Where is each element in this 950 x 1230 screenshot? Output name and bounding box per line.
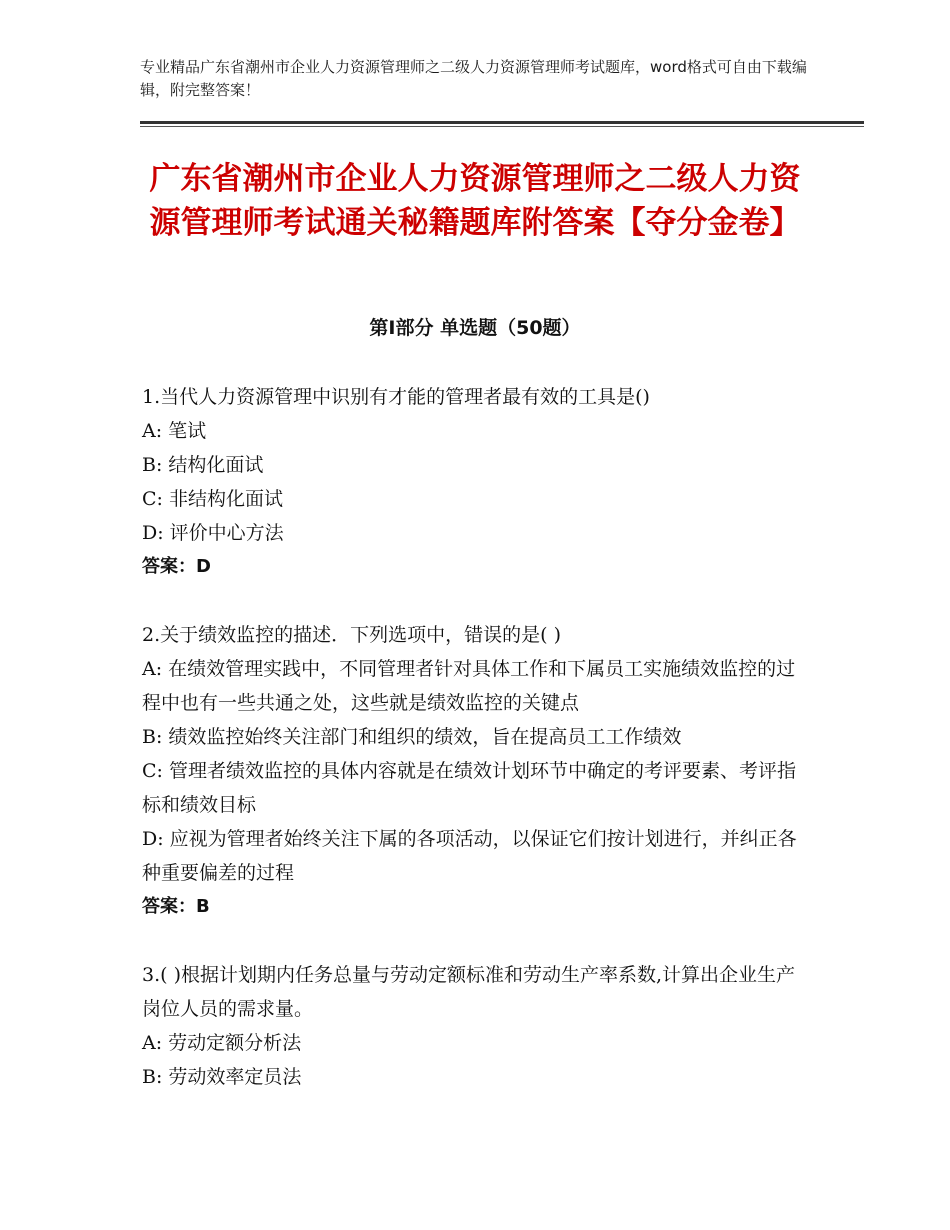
header-note: 专业精品广东省潮州市企业人力资源管理师之二级人力资源管理师考试题库，word格式可自由下载编辑，附完整答案！	[140, 58, 807, 99]
option-a: A: 劳动定额分析法	[142, 1032, 302, 1054]
header-divider-thick	[140, 121, 864, 124]
question-stem: 3.( )根据计划期内任务总量与劳动定额标准和劳动生产率系数,计算出企业生产岗位人员的需求量。	[142, 964, 796, 1020]
question-stem: 2.关于绩效监控的描述．下列选项中，错误的是( )	[142, 624, 561, 646]
question-3	[142, 958, 812, 1094]
option-b: B: 劳动效率定员法	[142, 1066, 302, 1088]
option-c: C: 非结构化面试	[142, 488, 283, 510]
option-c: C: 管理者绩效监控的具体内容就是在绩效计划环节中确定的考评要素、考评指标和绩效目标	[142, 760, 796, 816]
option-a: A: 笔试	[142, 420, 207, 442]
option-d: D: 应视为管理者始终关注下属的各项活动，以保证它们按计划进行，并纠正各种重要偏差的过程	[142, 828, 797, 884]
option-d: D: 评价中心方法	[142, 522, 284, 544]
option-a: A: 在绩效管理实践中，不同管理者针对具体工作和下属员工实施绩效监控的过程中也有一些共通之处，这些就是绩效监控的关键点	[142, 658, 796, 714]
option-b: B: 结构化面试	[142, 454, 264, 476]
question-2	[142, 618, 812, 924]
document-title: 广东省潮州市企业人力资源管理师之二级人力资源管理师考试通关秘籍题库附答案【夺分金卷】	[149, 161, 801, 241]
section-title: 第Ⅰ部分 单选题（50题）	[369, 317, 581, 339]
option-b: B: 绩效监控始终关注部门和组织的绩效，旨在提高员工工作绩效	[142, 726, 682, 748]
question-list	[142, 380, 812, 1128]
question-1	[142, 380, 812, 584]
answer-label: 答案：B	[142, 896, 210, 917]
question-stem: 1.当代人力资源管理中识别有才能的管理者最有效的工具是()	[142, 386, 650, 408]
answer-label: 答案：D	[142, 556, 211, 577]
header-divider-thin	[140, 126, 864, 127]
